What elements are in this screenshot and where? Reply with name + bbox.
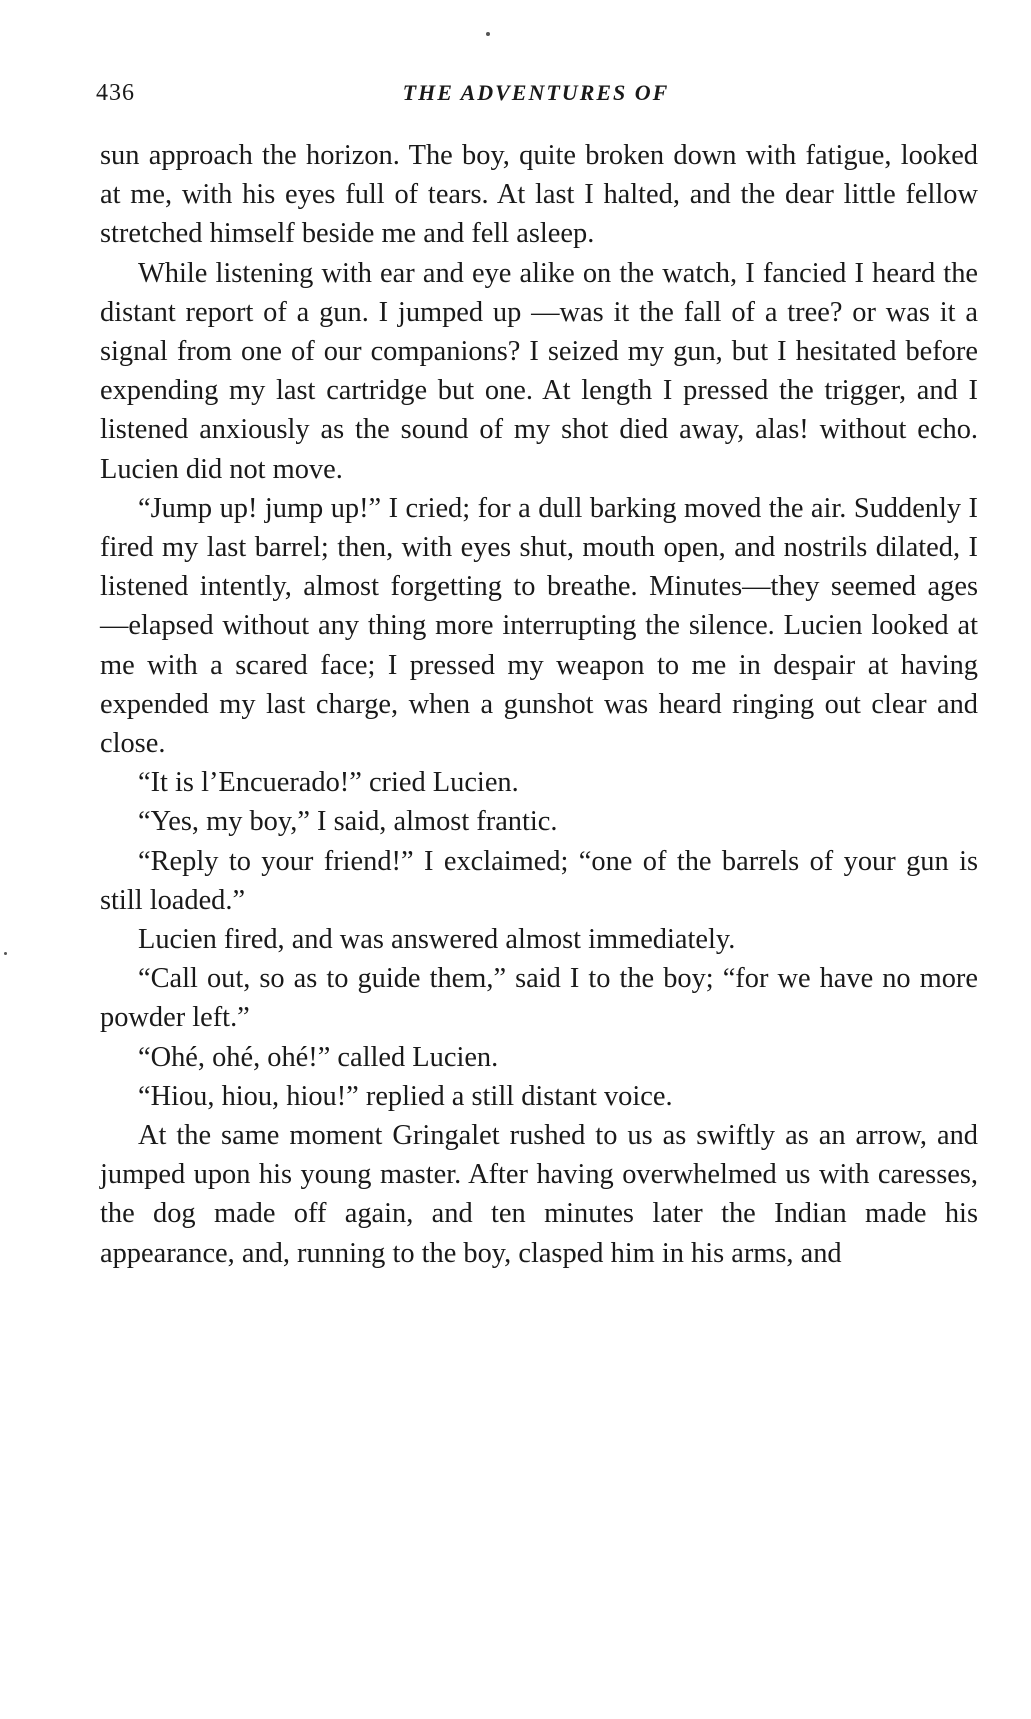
paragraph: While listening with ear and eye alike on the watch, I fancied I heard the distant report of a gun. I jumped up —was it the fall of a tree? or was it a signal from one of our companions? I seized my gun, but I hesitated before expending my last cartridge but one. At length I pressed the trigger, and I listened anxiously as the sound of my shot died away, alas! without echo. Lucien did not move. — [100, 257, 978, 485]
page-number: 436 — [96, 80, 135, 106]
paragraph: “Hiou, hiou, hiou!” replied a still distant voice. — [138, 1080, 673, 1112]
ink-speck — [4, 952, 7, 955]
paragraph: “Reply to your friend!” I exclaimed; “one of the barrels of your gun is still loaded.” — [100, 845, 978, 916]
paragraph: At the same moment Gringalet rushed to us as swiftly as an arrow, and jumped upon his young master. After having overwhelmed us with caresses, the dog made off again, and ten minutes later the Indian made his appearance, and, running to the boy, clasped him in his arms, and — [100, 1120, 978, 1269]
running-head: THE ADVENTURES OF — [402, 80, 670, 105]
body-text — [100, 136, 978, 1273]
paragraph: “It is l’Encuerado!” cried Lucien. — [138, 767, 519, 799]
paragraph: sun approach the horizon. The boy, quite broken down with fatigue, looked at me, with his eyes full of tears. At last I halted, and the dear little fellow stretched himself beside me and fell asleep. — [100, 140, 978, 250]
paragraph: “Call out, so as to guide them,” said I to the boy; “for we have no more powder left.” — [100, 963, 978, 1034]
paragraph: Lucien fired, and was answered almost immediately. — [138, 924, 736, 956]
paragraph: “Ohé, ohé, ohé!” called Lucien. — [138, 1041, 499, 1073]
paragraph: “Jump up! jump up!” I cried; for a dull barking moved the air. Suddenly I fired my last barrel; then, with eyes shut, mouth open, and nostrils dilated, I listened intently, almost forgetting to breathe. Minutes—they seemed ages —elapsed without any thing more interrupting the silence. Lucien looked at me with a scared face; I pressed my weapon to me in despair at having expended my last charge, when a gunshot was heard ringing out clear and close. — [100, 492, 978, 760]
page-header — [96, 80, 976, 116]
ink-speck — [486, 32, 490, 36]
paragraph: “Yes, my boy,” I said, almost frantic. — [138, 806, 558, 838]
